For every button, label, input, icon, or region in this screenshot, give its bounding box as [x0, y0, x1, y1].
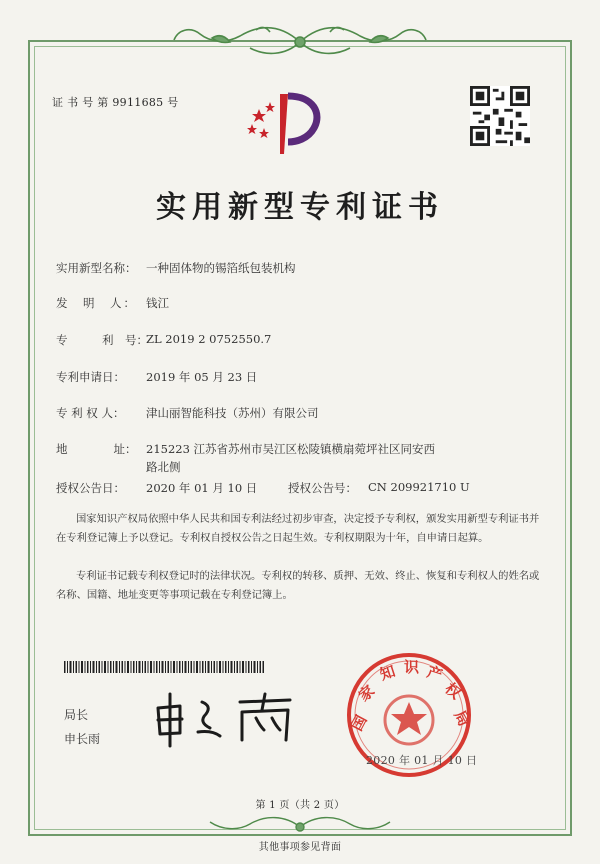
back-side-note: 其他事项参见背面 [258, 842, 342, 853]
grant-number-label: 授权公告号： [288, 481, 357, 495]
field-value-patent-no: ZL 2019 2 0752550.7 [146, 332, 272, 346]
field-value-address: 215223 江苏省苏州市吴江区松陵镇横扇菀坪社区同安西 [146, 442, 436, 456]
field-value-patentee: 津山丽智能科技（苏州）有限公司 [146, 406, 319, 420]
field-value-inventor: 钱江 [146, 296, 169, 310]
certificate-title: 实用新型专利证书 [156, 190, 444, 225]
grant-number-value: CN 209921710 U [368, 480, 470, 494]
svg-text:权: 权 [441, 679, 465, 703]
cnipa-logo [244, 84, 324, 164]
field-label-address: 地 址： [56, 442, 137, 456]
field-label-inventor: 发 明 人： [56, 296, 137, 310]
field-label-patent-no: 专 利 号： [56, 333, 148, 347]
svg-text:国: 国 [347, 712, 371, 734]
field-label-patentee: 专 利 权 人： [56, 406, 125, 420]
top-ornament [170, 22, 430, 62]
svg-text:产: 产 [424, 662, 445, 685]
director-name: 申长雨 [64, 732, 101, 746]
page-number: 第 1 页（共 2 页） [255, 800, 345, 811]
seal-date: 2020 年 01 月 10 日 [366, 754, 478, 767]
svg-text:知: 知 [377, 662, 398, 684]
field-label-name: 实用新型名称： [56, 261, 137, 275]
svg-text:识: 识 [404, 658, 420, 676]
barcode [64, 661, 264, 673]
director-title: 局长 [64, 708, 89, 722]
field-label-application-date: 专利申请日： [56, 370, 125, 384]
certificate-number: 证 书 号 第 9911685 号 [52, 96, 179, 109]
svg-text:局: 局 [450, 707, 474, 730]
grant-paragraph: 国家知识产权局依照中华人民共和国专利法经过初步审查，决定授予专利权，颁发实用新型专利证书并在专利登记簿上予以登记。专利权自授权公告之日起生效。专利权期限为十年，自申请日起算。 [56, 513, 540, 544]
handwritten-signature [150, 688, 300, 748]
field-value-address-line2: 路北侧 [146, 460, 181, 474]
field-value-application-date: 2019 年 05 月 23 日 [146, 370, 258, 384]
qr-code [470, 86, 530, 146]
svg-text:家: 家 [355, 681, 379, 706]
grant-date-label: 授权公告日： [56, 481, 125, 495]
legal-status-paragraph: 专利证书记载专利权登记时的法律状况。专利权的转移、质押、无效、终止、恢复和专利权人的姓名或名称、国籍、地址变更等事项记载在专利登记簿上。 [56, 570, 540, 601]
field-value-name: 一种固体物的锡箔纸包装机构 [146, 261, 296, 275]
grant-date-value: 2020 年 01 月 10 日 [146, 481, 258, 495]
